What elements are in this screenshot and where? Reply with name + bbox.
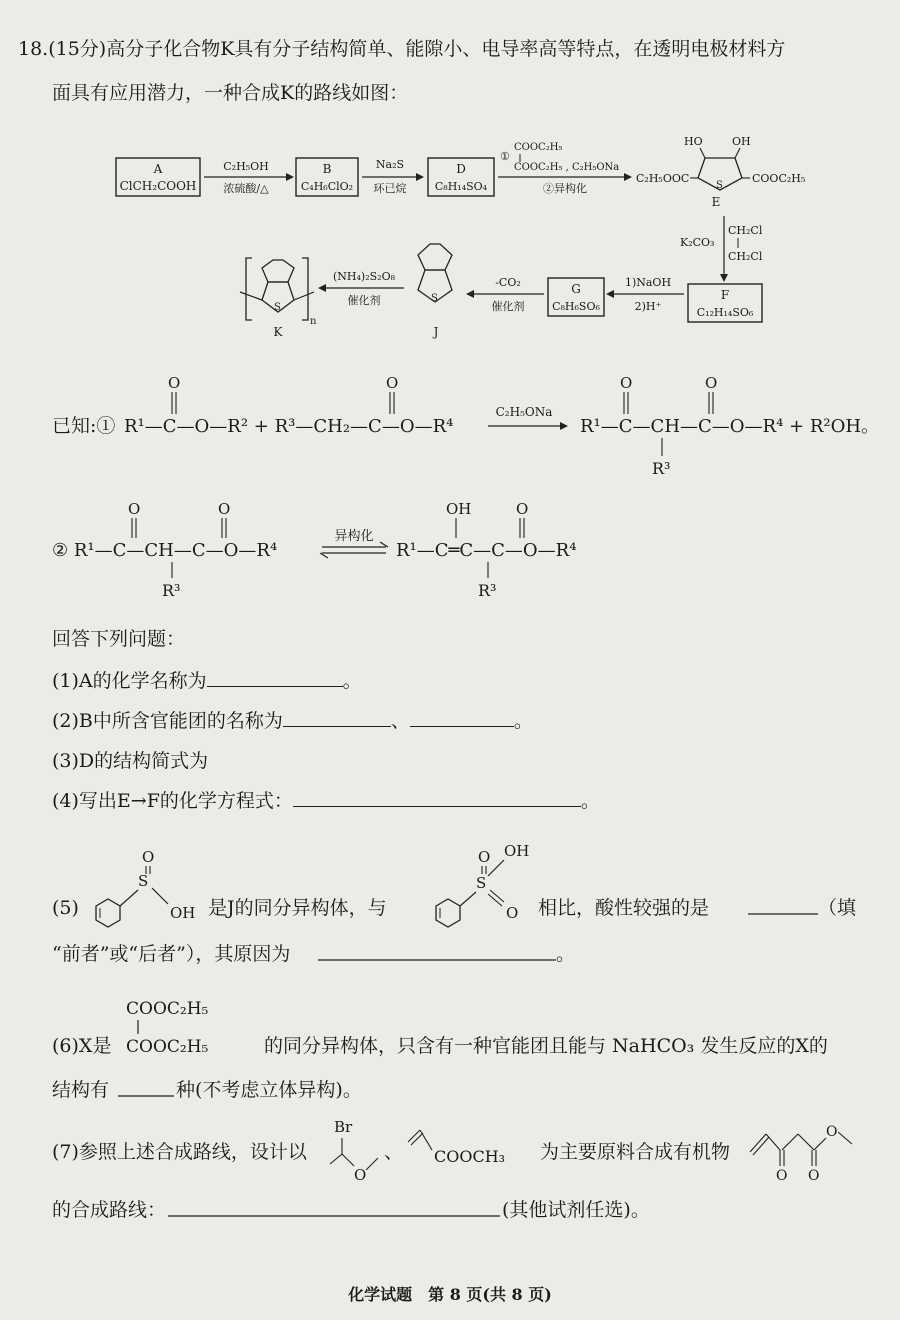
- target-molecule-structure: [750, 1124, 852, 1184]
- svg-text:Na₂S: Na₂S: [375, 158, 405, 171]
- reaction1-right: R¹—C—CH—C—O—R⁴ + R²OH。: [580, 416, 880, 437]
- svg-text:S: S: [716, 180, 723, 191]
- svg-text:催化剂: 催化剂: [491, 300, 525, 313]
- svg-text:浓硫酸/△: 浓硫酸/△: [223, 182, 269, 195]
- svg-text:(7)参照上述合成路线，设计以: (7)参照上述合成路线，设计以: [52, 1141, 307, 1163]
- svg-text:种(不考虑立体异构)。: 种(不考虑立体异构)。: [176, 1079, 362, 1101]
- svg-text:O: O: [506, 904, 519, 922]
- svg-text:(其他试剂任选)。: (其他试剂任选)。: [502, 1199, 650, 1221]
- compound-f-label: F: [720, 288, 730, 302]
- answer-blank-2a[interactable]: [283, 710, 391, 727]
- reaction2-left: ② R¹—C—CH—C—O—R⁴: [52, 540, 278, 561]
- svg-text:HO: HO: [684, 135, 703, 148]
- svg-text:C₂H₅OH: C₂H₅OH: [223, 160, 269, 173]
- benzenesulfonic-acid-structure: [436, 842, 529, 927]
- svg-text:O: O: [808, 1168, 820, 1184]
- bromoethyl-methyl-ether-structure: [330, 1118, 378, 1184]
- svg-text:为主要原料合成有机物: 为主要原料合成有机物: [540, 1141, 731, 1163]
- svg-text:COOCH₃: COOCH₃: [434, 1147, 506, 1166]
- svg-text:O: O: [826, 1124, 838, 1140]
- reaction1-reagent: C₂H₅ONa: [495, 405, 553, 419]
- svg-text:Br: Br: [334, 1118, 353, 1136]
- compound-a-label: A: [153, 162, 163, 176]
- compound-b-label: B: [322, 162, 332, 176]
- svg-text:n: n: [310, 316, 317, 327]
- svg-text:是J的同分异构体，与: 是J的同分异构体，与: [208, 897, 387, 919]
- svg-text:O: O: [776, 1168, 788, 1184]
- compound-e-structure: [636, 135, 805, 191]
- question-5-structures: [0, 822, 900, 972]
- answer-blank-1[interactable]: [207, 670, 343, 687]
- svg-text:“前者”或“后者”），其原因为: “前者”或“后者”），其原因为: [52, 943, 291, 965]
- svg-text:-CO₂: -CO₂: [495, 276, 521, 289]
- compound-k-structure: [240, 258, 317, 327]
- svg-text:R³: R³: [478, 581, 497, 600]
- svg-text:催化剂: 催化剂: [347, 294, 381, 307]
- svg-text:(6)X是: (6)X是: [52, 1035, 112, 1057]
- question-title-line2: 面具有应用潜力，一种合成K的路线如图：: [52, 82, 409, 104]
- svg-text:①: ①: [500, 150, 510, 163]
- svg-text:S: S: [431, 293, 438, 304]
- question-2: (2)B中所含官能团的名称为 、 。: [52, 710, 533, 732]
- svg-text:C₂H₅OOC: C₂H₅OOC: [636, 172, 690, 185]
- svg-text:S: S: [476, 874, 487, 892]
- svg-text:、: 、: [384, 1141, 404, 1163]
- svg-text:②异构化: ②异构化: [543, 182, 587, 195]
- svg-text:O: O: [142, 848, 155, 866]
- reaction2-reagent: 异构化: [334, 529, 374, 544]
- svg-text:S: S: [138, 872, 149, 890]
- reaction2-right: R¹—C═C—C—O—R⁴: [396, 540, 577, 561]
- svg-text:。: 。: [556, 943, 576, 965]
- svg-text:R³: R³: [652, 459, 671, 478]
- svg-text:O: O: [128, 500, 141, 518]
- compound-a-formula: ClCH₂COOH: [119, 179, 197, 193]
- compound-g-formula: C₈H₆SO₆: [552, 300, 600, 313]
- svg-text:K₂CO₃: K₂CO₃: [680, 236, 715, 249]
- answer-blank-4[interactable]: [293, 790, 581, 807]
- answer-blank-2b[interactable]: [410, 710, 514, 727]
- question-6: [0, 990, 900, 1110]
- svg-text:O: O: [218, 500, 231, 518]
- question-7: [0, 1110, 900, 1230]
- svg-text:R³: R³: [162, 581, 181, 600]
- svg-text:O: O: [386, 374, 399, 392]
- benzenesulfinic-acid-structure: [96, 848, 195, 927]
- svg-text:2)H⁺: 2)H⁺: [634, 300, 662, 313]
- question-title-line1: 18.(15分)高分子化合物K具有分子结构简单、能隙小、电导率高等特点，在透明电极材料方: [18, 38, 786, 60]
- svg-text:OH: OH: [732, 135, 751, 148]
- svg-text:CH₂Cl: CH₂Cl: [728, 224, 763, 237]
- svg-text:结构有: 结构有: [52, 1079, 110, 1101]
- compound-d-formula: C₈H₁₄SO₄: [434, 180, 488, 193]
- questions-intro: 回答下列问题：: [52, 628, 186, 650]
- svg-text:O: O: [620, 374, 633, 392]
- svg-text:O: O: [354, 1166, 367, 1184]
- svg-text:（填: （填: [818, 897, 857, 919]
- svg-text:O: O: [478, 848, 491, 866]
- question-3: (3)D的结构简式为: [52, 750, 209, 772]
- svg-text:COOC₂H₅: COOC₂H₅: [752, 172, 806, 185]
- compound-k-label: K: [273, 325, 283, 339]
- reaction1-left: R¹—C—O—R² + R³—CH₂—C—O—R⁴: [124, 416, 454, 437]
- diethyl-oxalate-bottom: COOC₂H₅: [126, 1037, 209, 1057]
- svg-text:OH: OH: [504, 842, 530, 860]
- diethyl-oxalate-top: COOC₂H₅: [126, 999, 209, 1019]
- compound-d-label: D: [456, 162, 466, 176]
- compound-g-label: G: [571, 282, 581, 296]
- svg-text:O: O: [168, 374, 181, 392]
- compound-b-formula: C₄H₆ClO₂: [300, 180, 354, 193]
- known-reactions: [0, 370, 900, 610]
- svg-text:的同分异构体，只含有一种官能团且能与 NaHCO₃ 发生反应: 的同分异构体，只含有一种官能团且能与 NaHCO₃ 发生反应的X的: [264, 1035, 828, 1057]
- page-footer: 化学试题 第 8 页(共 8 页): [348, 1285, 552, 1304]
- compound-f-formula: C₁₂H₁₄SO₆: [696, 306, 754, 319]
- svg-text:COOC₂H₅: COOC₂H₅: [514, 142, 563, 153]
- known-label: 已知:①: [52, 415, 116, 437]
- svg-text:1)NaOH: 1)NaOH: [624, 276, 672, 289]
- compound-j-structure: [418, 244, 452, 304]
- svg-text:OH: OH: [446, 500, 472, 518]
- svg-text:(NH₄)₂S₂O₈: (NH₄)₂S₂O₈: [333, 270, 395, 283]
- question-1: (1)A的化学名称为 。: [52, 670, 362, 692]
- svg-text:O: O: [705, 374, 718, 392]
- svg-text:OH: OH: [170, 904, 196, 922]
- svg-text:CH₂Cl: CH₂Cl: [728, 250, 763, 263]
- compound-j-label: J: [433, 325, 439, 339]
- methyl-acrylate-structure: [408, 1130, 432, 1150]
- svg-text:(5): (5): [52, 897, 79, 919]
- synthesis-scheme: [0, 120, 900, 350]
- svg-text:的合成路线：: 的合成路线：: [52, 1199, 167, 1221]
- svg-text:环已烷: 环已烷: [373, 182, 407, 195]
- svg-text:相比，酸性较强的是: 相比，酸性较强的是: [538, 897, 710, 919]
- svg-text:O: O: [516, 500, 529, 518]
- compound-e-label: E: [711, 195, 721, 209]
- question-4: (4)写出E→F的化学方程式： 。: [52, 790, 600, 812]
- svg-text:S: S: [274, 302, 281, 313]
- svg-text:COOC₂H₅ , C₂H₅ONa: COOC₂H₅ , C₂H₅ONa: [514, 162, 620, 173]
